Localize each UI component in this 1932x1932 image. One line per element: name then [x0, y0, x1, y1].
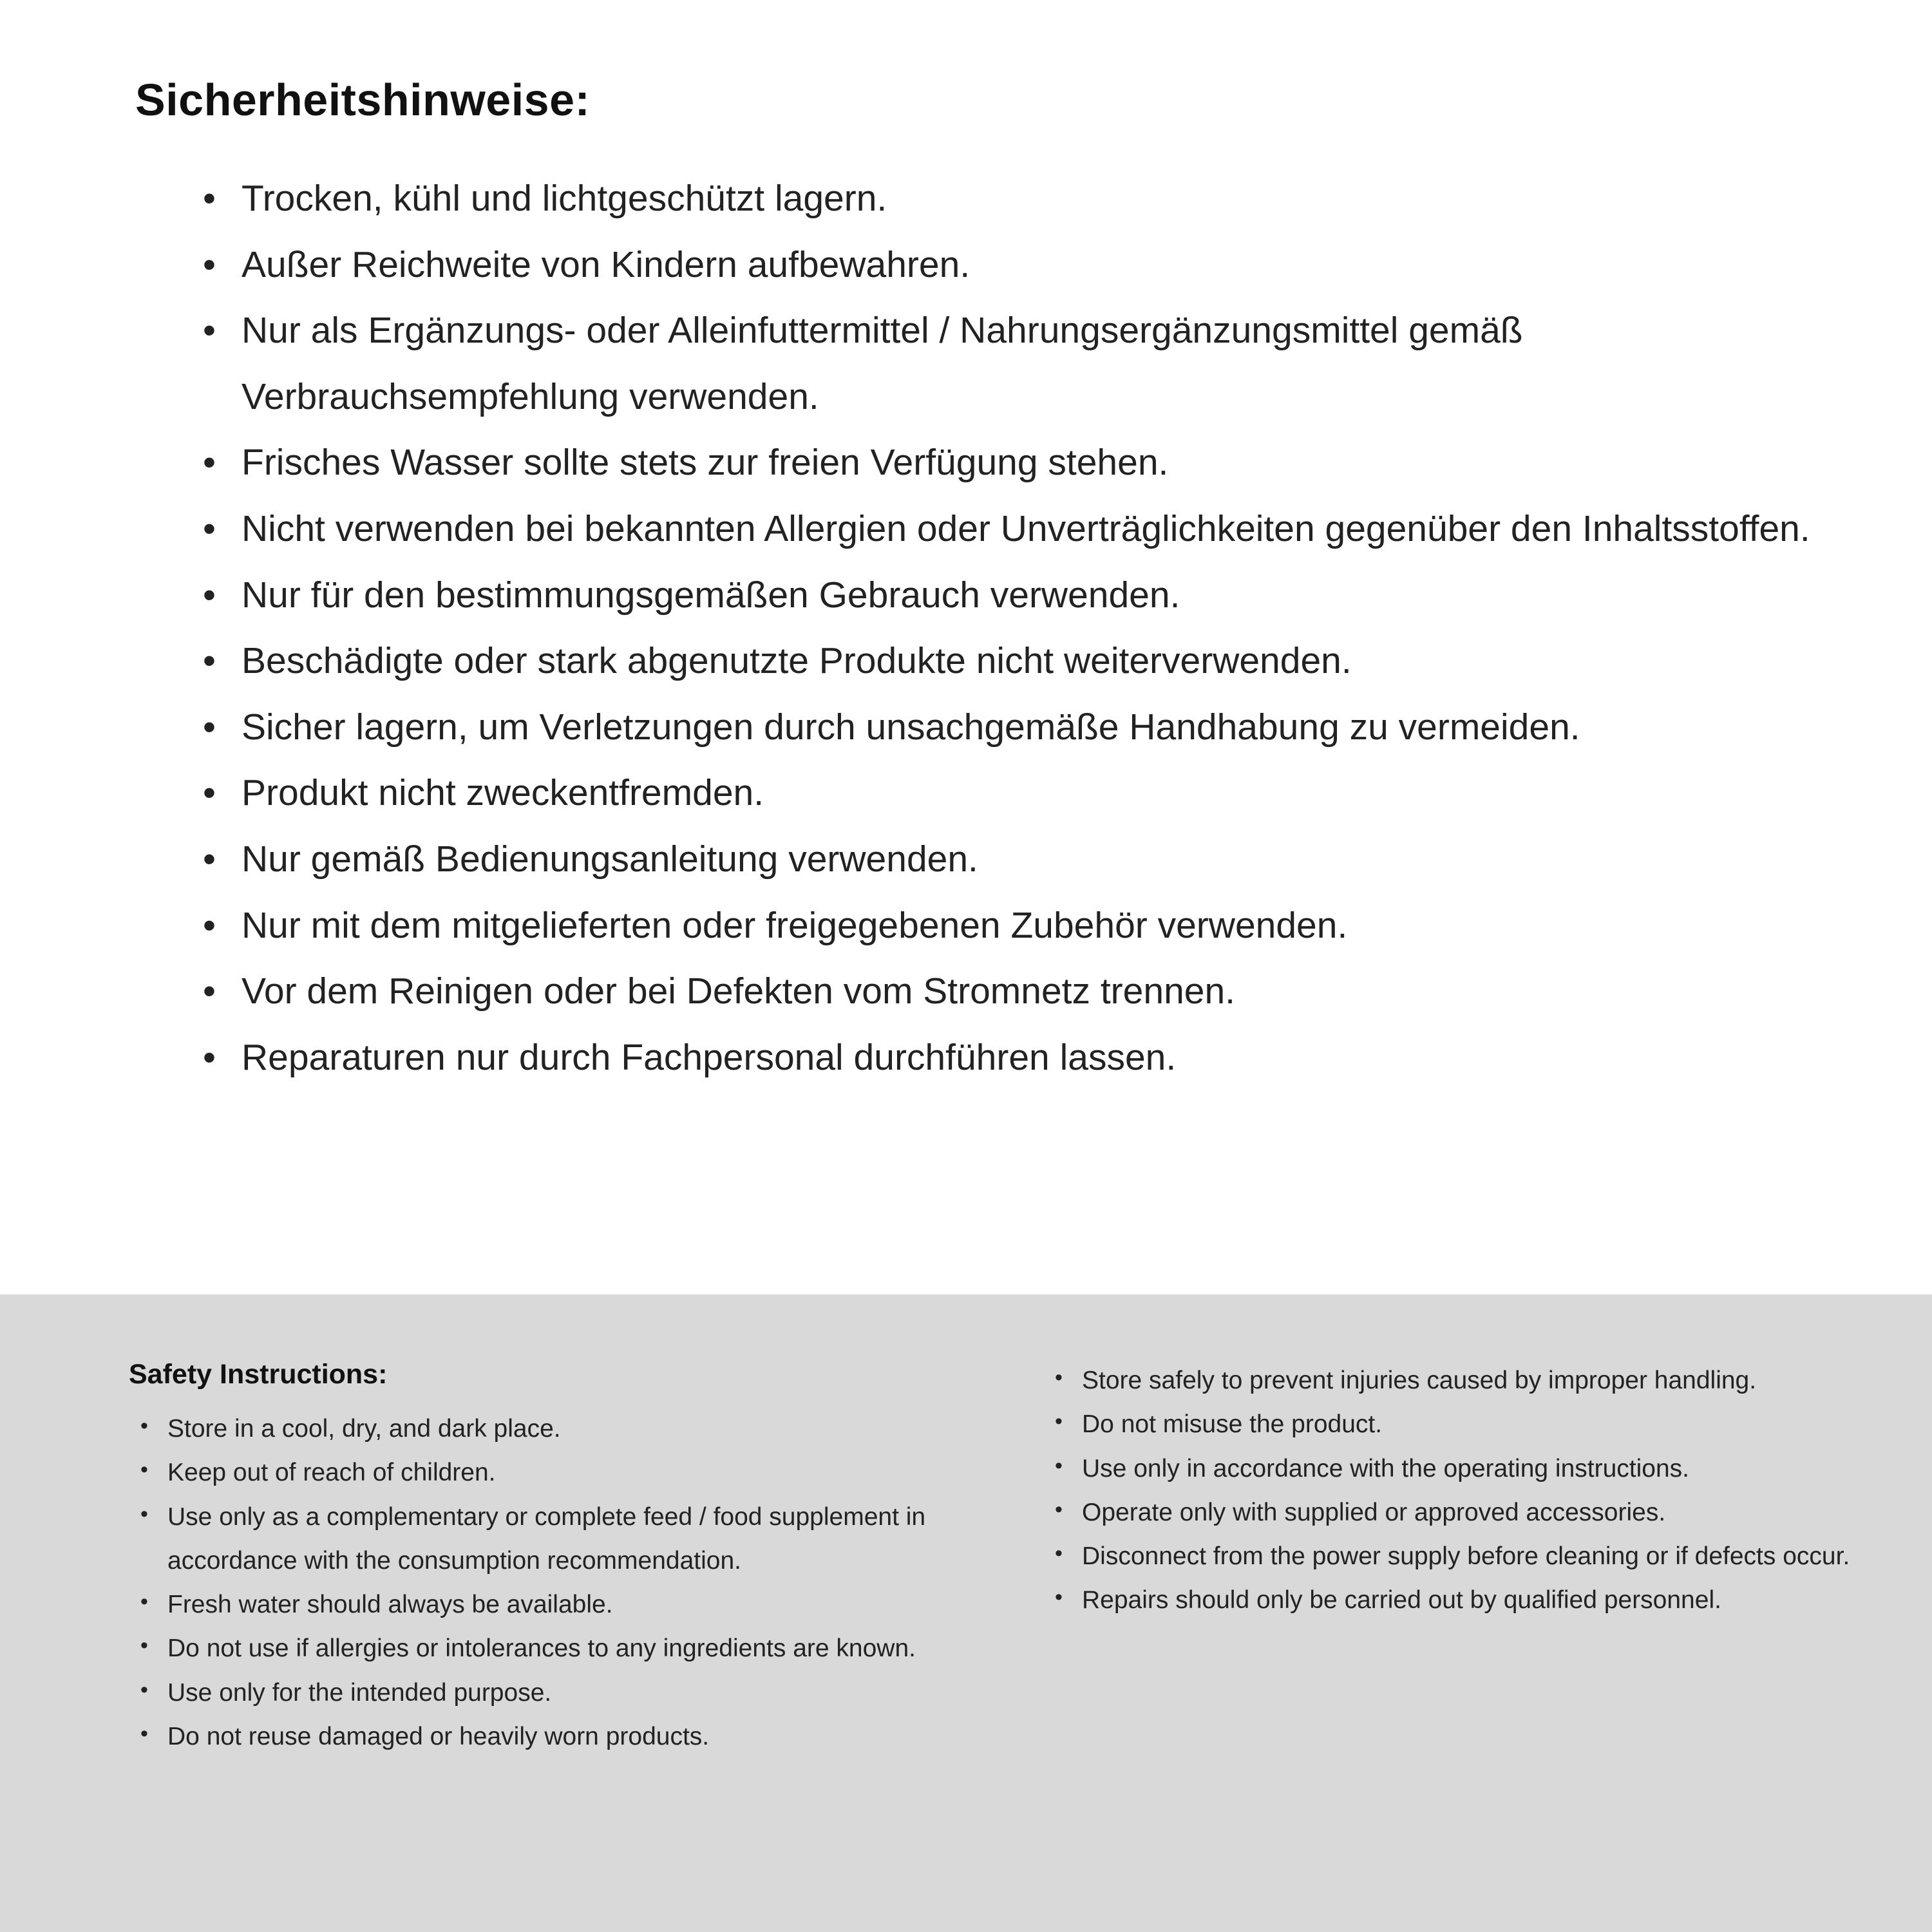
list-item: • Trocken, kühl und lichtgeschützt lagern.: [203, 166, 1874, 232]
list-item: • Do not reuse damaged or heavily worn products.: [140, 1715, 972, 1759]
list-item: • Frisches Wasser sollte stets zur freien Verfügung stehen.: [203, 430, 1874, 496]
english-left-column: [129, 1359, 972, 1759]
list-item: • Sicher lagern, um Verletzungen durch unsachgemäße Handhabung zu vermeiden.: [203, 694, 1874, 761]
list-item: • Repairs should only be carried out by qualified personnel.: [1055, 1578, 1887, 1622]
list-item: • Nur für den bestimmungsgemäßen Gebrauch verwenden.: [203, 562, 1874, 629]
list-item: • Fresh water should always be available.: [140, 1583, 972, 1627]
list-item: • Nur mit dem mitgelieferten oder freigegebenen Zubehör verwenden.: [203, 893, 1874, 959]
list-item: • Do not misuse the product.: [1055, 1403, 1887, 1446]
list-item: • Use only for the intended purpose.: [140, 1671, 972, 1715]
english-section-title: Safety Instructions:: [129, 1359, 388, 1390]
list-item: • Nur als Ergänzungs- oder Alleinfuttermittel / Nahrungsergänzungsmittel gemäß Verbrauchsempfehlung verwenden.: [203, 298, 1874, 430]
english-right-column: [1043, 1359, 1887, 1623]
english-left-bullet-list: [140, 1407, 972, 1759]
german-section-title: Sicherheitshinweise:: [135, 75, 591, 125]
list-item: • Reparaturen nur durch Fachpersonal durchführen lassen.: [203, 1025, 1874, 1091]
list-item: • Beschädigte oder stark abgenutzte Produkte nicht weiterverwenden.: [203, 628, 1874, 694]
list-item: • Use only in accordance with the operating instructions.: [1055, 1447, 1887, 1491]
list-item: • Keep out of reach of children.: [140, 1451, 972, 1495]
list-item: • Store safely to prevent injuries caused by improper handling.: [1055, 1359, 1887, 1403]
list-item: • Operate only with supplied or approved accessories.: [1055, 1491, 1887, 1535]
english-right-bullet-list: [1055, 1359, 1887, 1623]
list-item: • Store in a cool, dry, and dark place.: [140, 1407, 972, 1451]
list-item: • Außer Reichweite von Kindern aufbewahren.: [203, 232, 1874, 298]
german-bullet-list: [203, 166, 1874, 1090]
list-item: • Do not use if allergies or intolerances to any ingredients are known.: [140, 1627, 972, 1671]
english-safety-section: [0, 1294, 1932, 1932]
list-item: • Nur gemäß Bedienungsanleitung verwenden.: [203, 826, 1874, 893]
list-item: • Use only as a complementary or complete feed / food supplement in accordance with the consumption recommendation.: [140, 1495, 972, 1584]
list-item: • Disconnect from the power supply before cleaning or if defects occur.: [1055, 1535, 1887, 1578]
list-item: • Nicht verwenden bei bekannten Allergien oder Unverträglichkeiten gegenüber den Inhaltsstoffen.: [203, 496, 1874, 562]
list-item: • Produkt nicht zweckentfremden.: [203, 760, 1874, 826]
list-item: • Vor dem Reinigen oder bei Defekten vom Stromnetz trennen.: [203, 958, 1874, 1025]
